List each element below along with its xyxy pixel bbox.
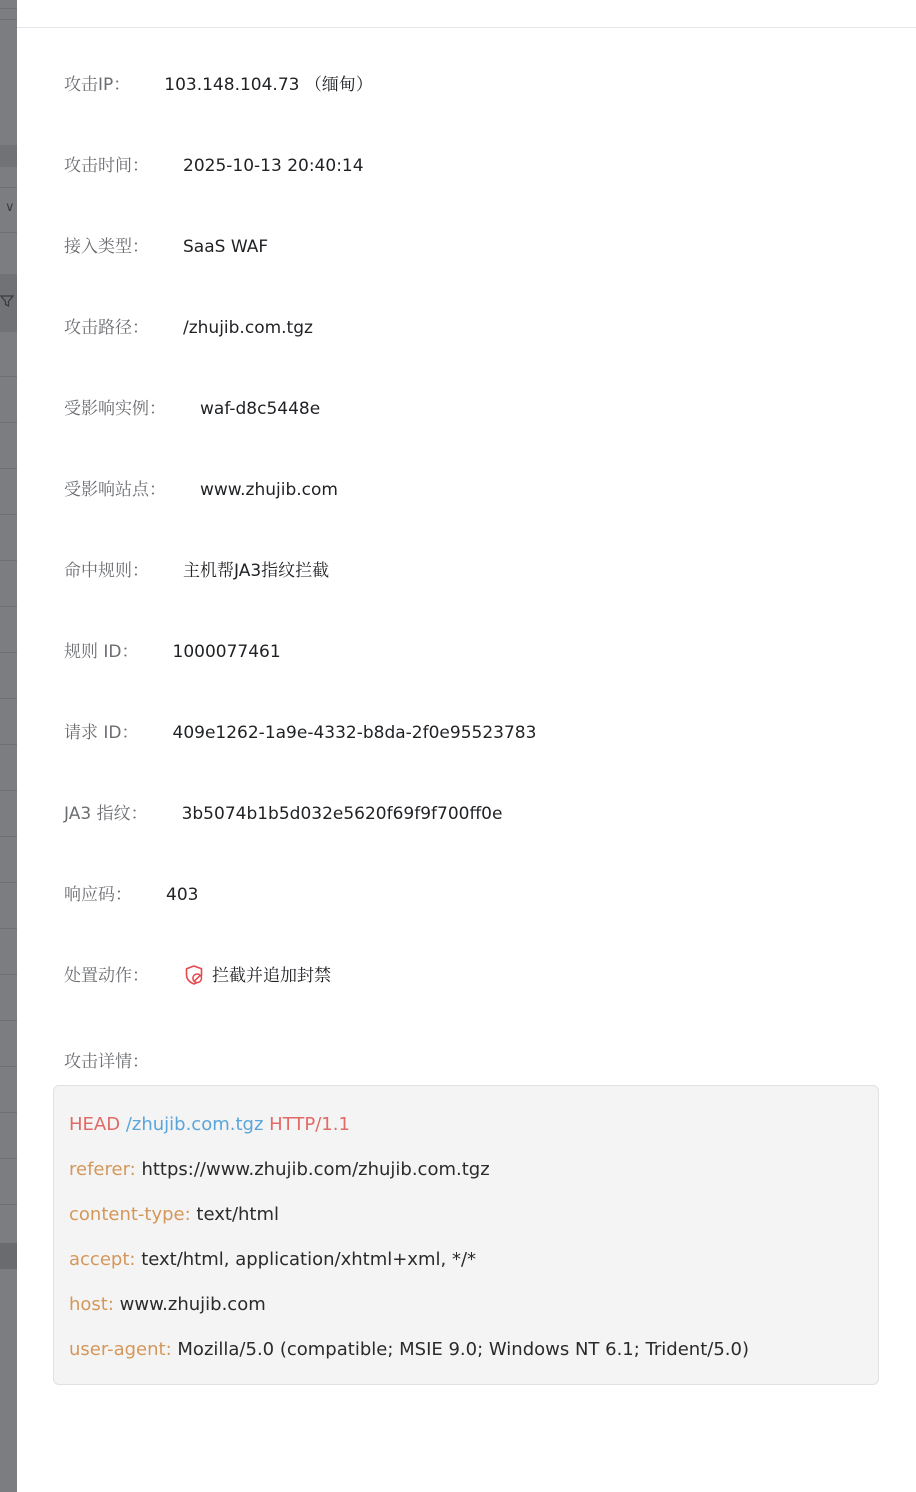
- field-label: 命中规则：: [64, 561, 149, 581]
- field-label: 受影响站点：: [64, 480, 166, 500]
- request-protocol: HTTP/1.1: [269, 1114, 350, 1135]
- header-line: [69, 1247, 476, 1273]
- header-line: [69, 1157, 490, 1183]
- field-value: 主机帮JA3指纹拦截: [183, 561, 330, 581]
- header-value: text/html, application/xhtml+xml, */*: [141, 1249, 477, 1270]
- field-ja3-fingerprint: [64, 802, 502, 826]
- request-line: [69, 1112, 350, 1138]
- header-line: [69, 1337, 749, 1363]
- header-line: [69, 1292, 266, 1318]
- attack-detail-box: [53, 1085, 879, 1385]
- field-label: 响应码：: [64, 885, 132, 905]
- request-path: /zhujib.com.tgz: [125, 1114, 264, 1135]
- field-label: 规则 ID：: [64, 642, 139, 662]
- header-value: text/html: [196, 1204, 280, 1225]
- field-affected-site: [64, 478, 338, 502]
- field-value: SaaS WAF: [183, 237, 269, 257]
- field-rule-id: [64, 640, 281, 664]
- field-affected-instance: [64, 397, 320, 421]
- field-value: [149, 964, 331, 988]
- attack-detail-drawer: [17, 0, 916, 1492]
- field-label: 接入类型：: [64, 237, 149, 257]
- header-value: www.zhujib.com: [119, 1294, 266, 1315]
- field-attack-time: [64, 154, 364, 178]
- field-value: waf-d8c5448e: [200, 399, 321, 419]
- field-value: 1000077461: [172, 642, 281, 662]
- request-method: HEAD: [69, 1114, 121, 1135]
- drawer-header: [17, 0, 916, 28]
- field-response-code: [64, 883, 198, 907]
- header-key: content-type:: [69, 1204, 191, 1225]
- action-text: 拦截并追加封禁: [212, 966, 331, 986]
- field-request-id: [64, 721, 536, 745]
- shield-block-icon: [183, 964, 205, 986]
- header-value: https://www.zhujib.com/zhujib.com.tgz: [141, 1159, 490, 1180]
- header-key: host:: [69, 1294, 114, 1315]
- field-label: JA3 指纹：: [64, 804, 148, 824]
- header-key: referer:: [69, 1159, 136, 1180]
- field-label: 攻击路径：: [64, 318, 149, 338]
- header-line: [69, 1202, 279, 1228]
- field-value: 103.148.104.73 （缅甸）: [164, 75, 373, 95]
- header-key: accept:: [69, 1249, 136, 1270]
- field-attack-ip: [64, 73, 373, 97]
- field-label: 攻击IP：: [64, 75, 131, 95]
- filter-icon: [0, 294, 14, 311]
- field-label: 受影响实例：: [64, 399, 166, 419]
- field-value: 3b5074b1b5d032e5620f69f9f700ff0e: [181, 804, 503, 824]
- field-label: 处置动作：: [64, 966, 149, 986]
- page-backdrop: [0, 0, 17, 1492]
- field-value: 2025-10-13 20:40:14: [183, 156, 364, 176]
- field-access-type: [64, 235, 268, 259]
- field-label: 攻击时间：: [64, 156, 149, 176]
- header-value: Mozilla/5.0 (compatible; MSIE 9.0; Windows NT 6.1; Trident/5.0): [177, 1339, 749, 1360]
- field-value: 403: [166, 885, 199, 905]
- field-value: 409e1262-1a9e-4332-b8da-2f0e95523783: [172, 723, 537, 743]
- field-value: /zhujib.com.tgz: [183, 318, 313, 338]
- field-label: 请求 ID：: [64, 723, 139, 743]
- field-hit-rule: [64, 559, 329, 583]
- attack-detail-label: 攻击详情：: [64, 1052, 149, 1072]
- field-attack-path: [64, 316, 313, 340]
- header-key: user-agent:: [69, 1339, 172, 1360]
- field-disposal-action: [64, 964, 331, 988]
- chevron-down-icon: ∨: [5, 200, 15, 215]
- field-value: www.zhujib.com: [200, 480, 338, 500]
